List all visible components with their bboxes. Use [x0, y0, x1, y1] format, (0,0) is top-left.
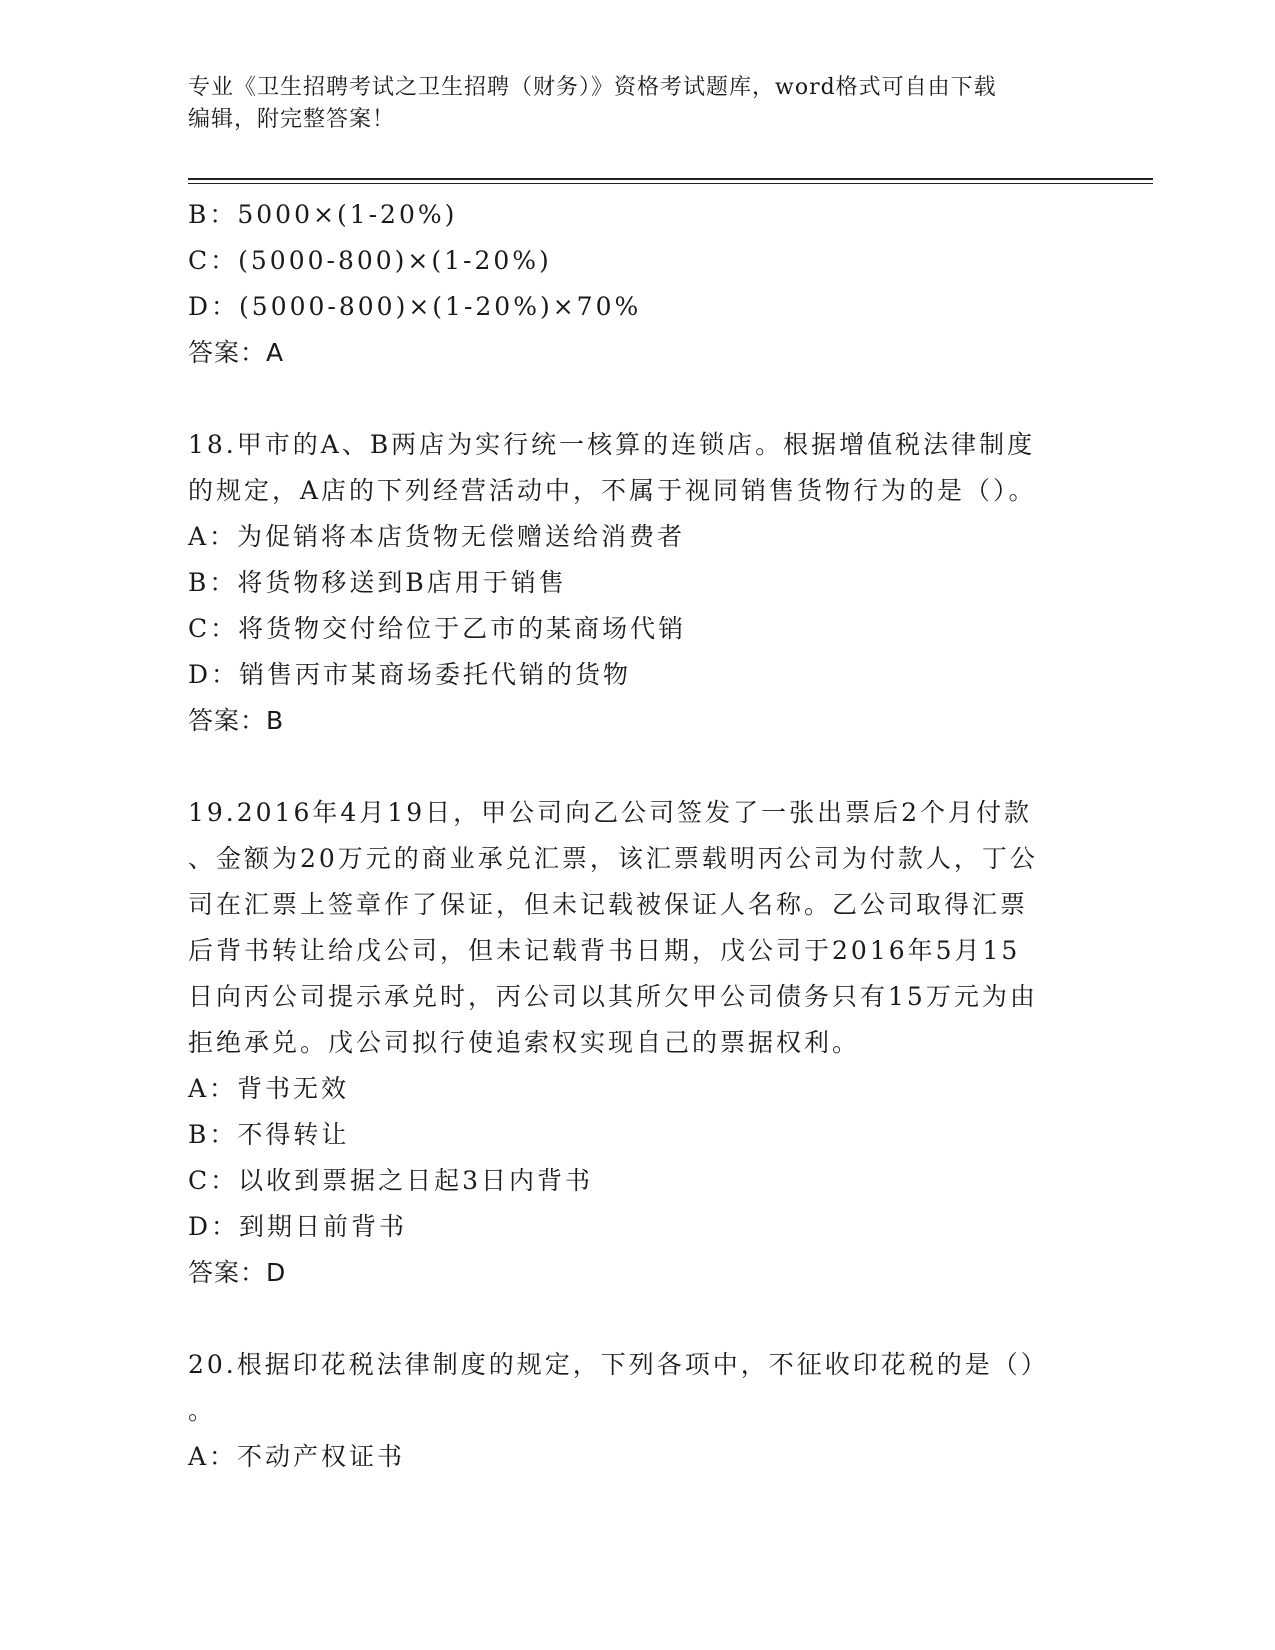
header-line-2: 编辑，附完整答案！ [188, 107, 396, 132]
q18-stem-line-1: 18.甲市的A、B两店为实行统一核算的连锁店。根据增值税法律制度 [188, 430, 1036, 459]
q18-option-d: D：销售丙市某商场委托代销的货物 [188, 660, 632, 689]
question-20 [188, 1342, 1088, 1480]
q19-stem-line-4: 后背书转让给戊公司，但未记载背书日期，戊公司于2016年5月15 [188, 936, 1021, 965]
document-body [188, 192, 1088, 1480]
spacer [188, 376, 1088, 422]
q19-option-b: B：不得转让 [188, 1120, 350, 1149]
q19-option-c: C：以收到票据之日起3日内背书 [188, 1166, 594, 1195]
q19-stem-line-3: 司在汇票上签章作了保证，但未记载被保证人名称。乙公司取得汇票 [188, 890, 1029, 919]
spacer [188, 744, 1088, 790]
q19-answer: 答案：D [188, 1258, 287, 1287]
q20-option-a: A：不动产权证书 [188, 1442, 406, 1471]
header-rule-thick [188, 178, 1153, 180]
q18-stem-line-2: 的规定，A店的下列经营活动中，不属于视同销售货物行为的是（）。 [188, 476, 1037, 505]
q17-option-d: D：(5000-800)×(1-20%)×70% [188, 292, 642, 321]
header-rule-thin [188, 183, 1153, 184]
q20-stem-line-2: 。 [188, 1396, 217, 1425]
question-19 [188, 790, 1088, 1296]
q20-stem-line-1: 20.根据印花税法律制度的规定，下列各项中，不征收印花税的是（） [188, 1350, 1049, 1379]
q19-stem-line-5: 日向丙公司提示承兑时，丙公司以其所欠甲公司债务只有15万元为由 [188, 982, 1038, 1011]
q17-answer: 答案：A [188, 338, 285, 367]
q18-option-c: C：将货物交付给位于乙市的某商场代销 [188, 614, 687, 643]
q19-option-d: D：到期日前背书 [188, 1212, 408, 1241]
header-line-1: 专业《卫生招聘考试之卫生招聘（财务）》资格考试题库，word格式可自由下载 [188, 75, 997, 100]
document-header [188, 72, 1068, 136]
q19-stem-line-2: 、金额为20万元的商业承兑汇票，该汇票载明丙公司为付款人，丁公 [188, 844, 1038, 873]
q17-option-b: B：5000×(1-20%) [188, 200, 458, 229]
question-18 [188, 422, 1088, 744]
q18-answer: 答案：B [188, 706, 285, 735]
q19-stem-line-1: 19.2016年4月19日，甲公司向乙公司签发了一张出票后2个月付款 [188, 798, 1033, 827]
question-17-tail [188, 192, 1088, 376]
q18-option-a: A：为促销将本店货物无偿赠送给消费者 [188, 522, 686, 551]
spacer [188, 1296, 1088, 1342]
q18-option-b: B：将货物移送到B店用于销售 [188, 568, 567, 597]
q19-option-a: A：背书无效 [188, 1074, 350, 1103]
q17-option-c: C：(5000-800)×(1-20%) [188, 246, 552, 275]
q19-stem-line-6: 拒绝承兑。戊公司拟行使追索权实现自己的票据权利。 [188, 1028, 861, 1057]
